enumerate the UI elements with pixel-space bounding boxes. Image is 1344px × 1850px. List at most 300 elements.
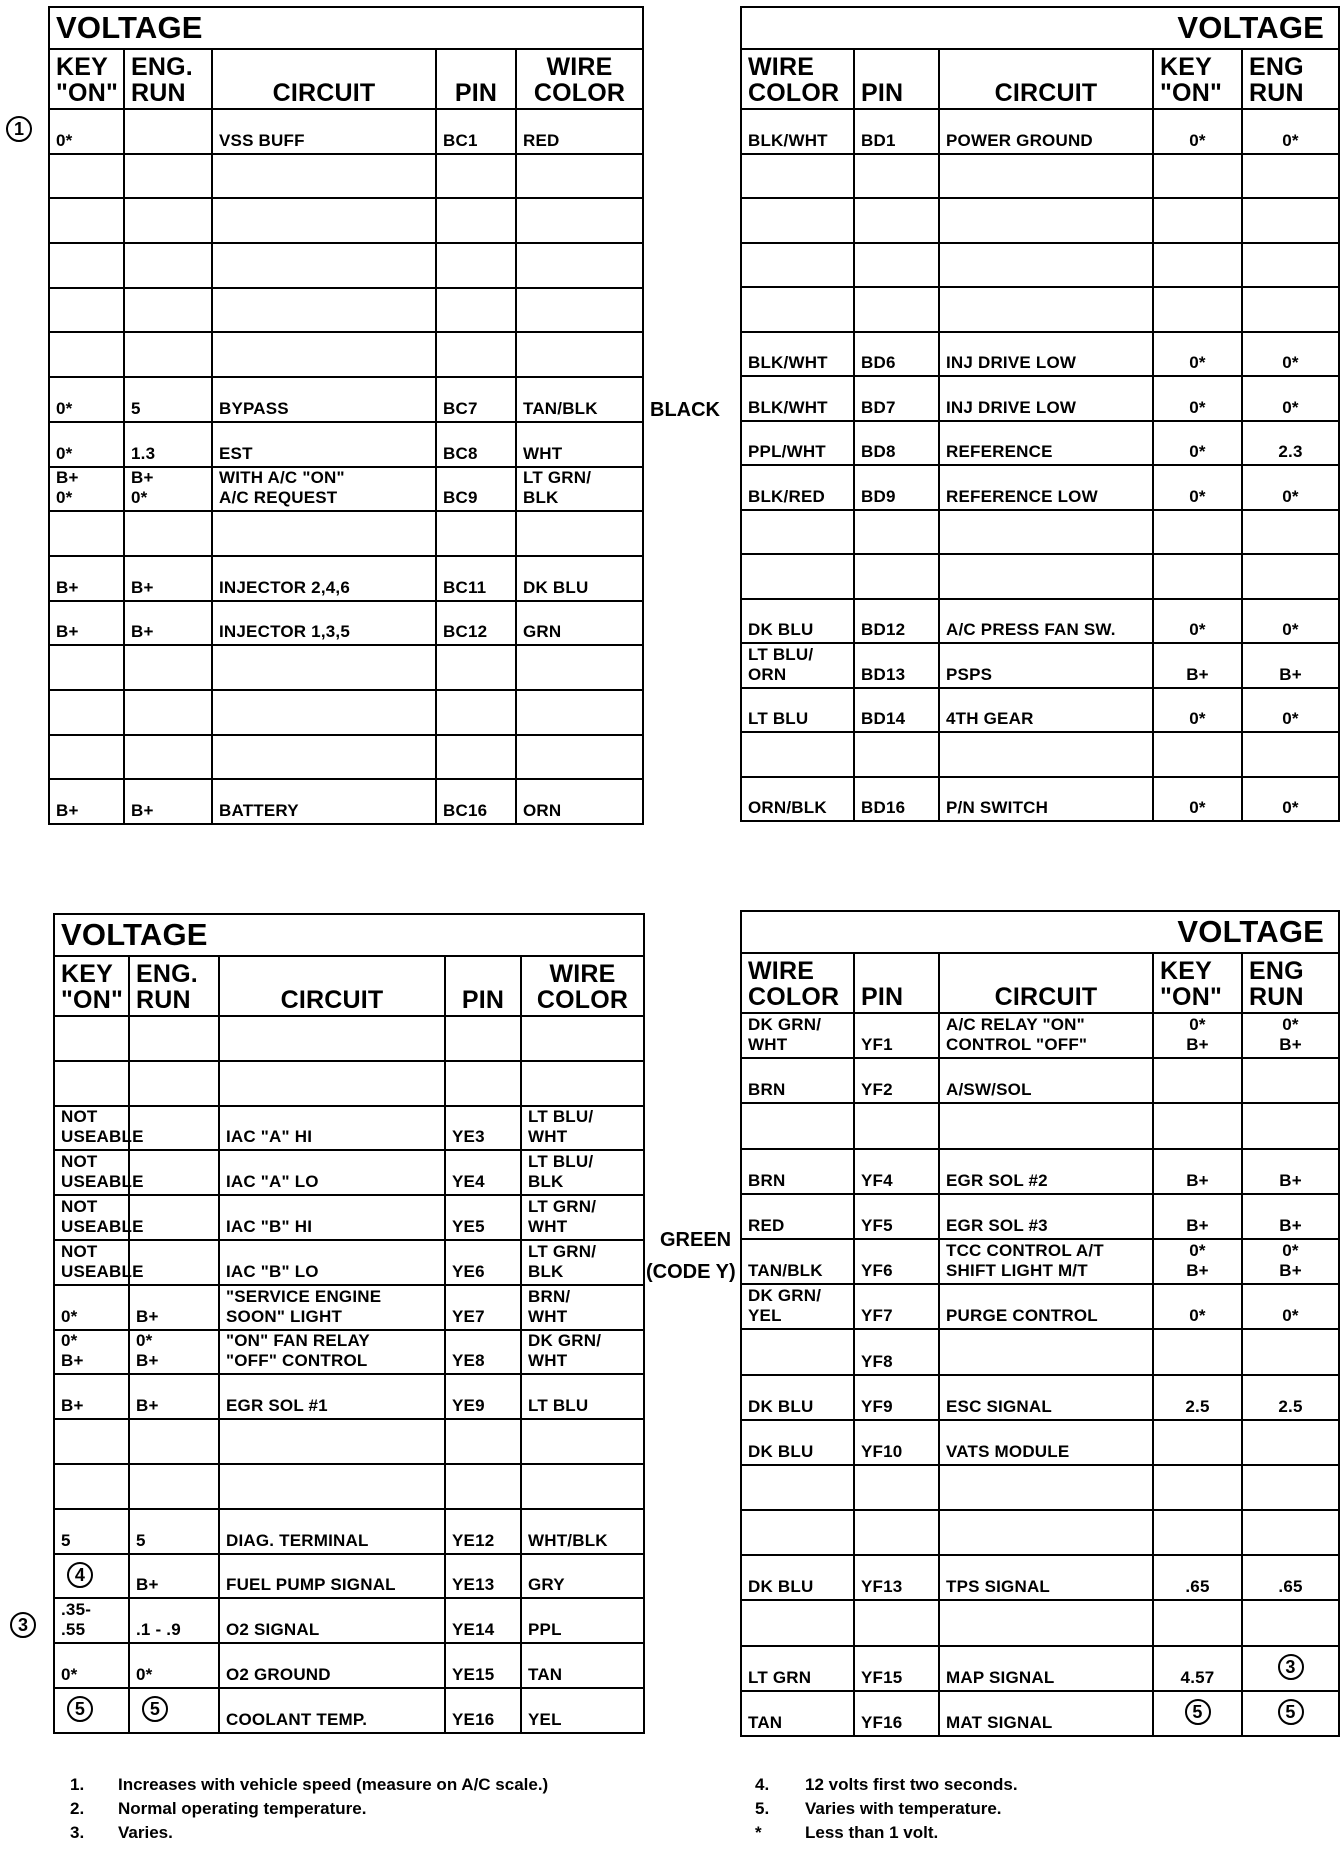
- table-cell: NOT USEABLE: [54, 1195, 129, 1240]
- table-cell: [49, 735, 124, 780]
- table-cell: [1153, 198, 1242, 243]
- header-circuit: CIRCUIT: [212, 49, 436, 109]
- table-cell: YF1: [854, 1013, 939, 1058]
- table-cell: BATTERY: [212, 779, 436, 824]
- table-cell: WHT: [516, 422, 643, 467]
- table-cell: [854, 1510, 939, 1555]
- table-cell: 5: [129, 1509, 219, 1554]
- table-cell: [49, 332, 124, 377]
- table-cell: [219, 1016, 445, 1061]
- table-cell: DK BLU: [741, 1375, 854, 1420]
- table-cell: [1242, 1510, 1339, 1555]
- table-cell: [1242, 1691, 1339, 1736]
- table-cell: 0*: [1153, 109, 1242, 154]
- table-cell: BC7: [436, 377, 516, 422]
- table-row: [741, 643, 1339, 688]
- pinout-table-black-bd: [740, 6, 1340, 822]
- table-cell: 0*: [1242, 332, 1339, 377]
- table-cell: [212, 690, 436, 735]
- table-cell: ORN: [516, 779, 643, 824]
- table-cell: 1.3: [124, 422, 212, 467]
- table-cell: GRY: [521, 1554, 644, 1599]
- table-cell: [1153, 1600, 1242, 1645]
- table-row: [741, 1329, 1339, 1374]
- table-cell: B+: [1153, 643, 1242, 688]
- table-cell: [1153, 554, 1242, 599]
- table-cell: [1242, 243, 1339, 288]
- table-cell: [49, 288, 124, 333]
- table-row: [49, 422, 643, 467]
- table-cell: VATS MODULE: [939, 1420, 1153, 1465]
- pinout-table-green-yf: [740, 910, 1340, 1737]
- table-cell: [212, 288, 436, 333]
- table-cell: PPL: [521, 1598, 644, 1643]
- table-cell: [854, 510, 939, 555]
- table-row: [741, 109, 1339, 154]
- table-cell: YE5: [445, 1195, 521, 1240]
- table-row: [741, 421, 1339, 466]
- table-cell: [854, 1600, 939, 1645]
- table-row: [741, 1600, 1339, 1645]
- circled-note-3-icon: 3: [1278, 1654, 1304, 1680]
- table-cell: YF8: [854, 1329, 939, 1374]
- table-title: VOLTAGE: [54, 914, 644, 956]
- table-cell: TAN: [741, 1691, 854, 1736]
- pinout-table-black-bc: [48, 6, 644, 825]
- table-cell: [1242, 154, 1339, 199]
- table-cell: YF5: [854, 1194, 939, 1239]
- table-row: [741, 332, 1339, 377]
- table-cell: LT BLU: [741, 688, 854, 733]
- table-cell: [521, 1464, 644, 1509]
- table-row: [741, 688, 1339, 733]
- table-cell: [54, 1419, 129, 1464]
- table-cell: [1153, 1510, 1242, 1555]
- table-title: VOLTAGE: [741, 911, 1339, 953]
- table-row: [741, 198, 1339, 243]
- table-cell: [939, 1103, 1153, 1148]
- table-cell: 5: [54, 1509, 129, 1554]
- table-cell: [212, 735, 436, 780]
- table-cell: B+: [124, 601, 212, 646]
- table-cell: O2 SIGNAL: [219, 1598, 445, 1643]
- table-cell: IAC "A" HI: [219, 1106, 445, 1151]
- table-title: VOLTAGE: [741, 7, 1339, 49]
- table-cell: 0*: [54, 1643, 129, 1688]
- table-cell: [49, 690, 124, 735]
- header-pin: PIN: [854, 49, 939, 109]
- table-cell: RED: [741, 1194, 854, 1239]
- table-cell: [212, 154, 436, 199]
- table-cell: 0*: [1153, 599, 1242, 644]
- header-eng-run: ENG. RUN: [129, 956, 219, 1016]
- table-cell: BD8: [854, 421, 939, 466]
- connector-label-green-code: (CODE Y): [646, 1261, 736, 1283]
- header-key-on: KEY "ON": [1153, 953, 1242, 1013]
- table-cell: [219, 1061, 445, 1106]
- table-cell: [741, 732, 854, 777]
- table-cell: BC9: [436, 467, 516, 512]
- table-row: [741, 287, 1339, 332]
- table-cell: [939, 1329, 1153, 1374]
- table-row: [741, 1555, 1339, 1600]
- table-cell: [1153, 1058, 1242, 1103]
- table-row: [54, 1330, 644, 1375]
- table-cell: [49, 645, 124, 690]
- table-cell: [516, 332, 643, 377]
- table-cell: INJECTOR 2,4,6: [212, 556, 436, 601]
- table-cell: BD16: [854, 777, 939, 822]
- connector-label-green: GREEN: [660, 1229, 732, 1251]
- table-cell: DK BLU: [741, 1555, 854, 1600]
- table-cell: 4TH GEAR: [939, 688, 1153, 733]
- table-cell: [124, 154, 212, 199]
- table-cell: [1242, 1600, 1339, 1645]
- table-cell: [741, 1600, 854, 1645]
- table-cell: [445, 1419, 521, 1464]
- table-row: [54, 1598, 644, 1643]
- table-cell: 0*: [49, 109, 124, 154]
- table-cell: NOT USEABLE: [54, 1150, 129, 1195]
- table-cell: [939, 732, 1153, 777]
- table-cell: [124, 243, 212, 288]
- table-cell: [521, 1061, 644, 1106]
- table-cell: [741, 1510, 854, 1555]
- table-cell: B+: [54, 1374, 129, 1419]
- table-cell: [49, 243, 124, 288]
- table-cell: [741, 1103, 854, 1148]
- table-cell: [1153, 1465, 1242, 1510]
- table-cell: [854, 1103, 939, 1148]
- table-cell: [939, 287, 1153, 332]
- table-cell: A/SW/SOL: [939, 1058, 1153, 1103]
- table-cell: 0* B+: [1153, 1013, 1242, 1058]
- table-cell: [219, 1464, 445, 1509]
- table-cell: 0*: [1242, 109, 1339, 154]
- table-row: [54, 1374, 644, 1419]
- table-cell: [516, 243, 643, 288]
- table-cell: [436, 690, 516, 735]
- table-row: [54, 1419, 644, 1464]
- table-row: [54, 1106, 644, 1151]
- table-row: [741, 732, 1339, 777]
- table-cell: EST: [212, 422, 436, 467]
- table-row: [741, 376, 1339, 421]
- table-cell: IAC "B" LO: [219, 1240, 445, 1285]
- table-cell: YE15: [445, 1643, 521, 1688]
- table-cell: .1 - .9: [129, 1598, 219, 1643]
- table-cell: [1153, 1329, 1242, 1374]
- table-cell: NOT USEABLE: [54, 1106, 129, 1151]
- table-cell: [436, 243, 516, 288]
- table-cell: YF13: [854, 1555, 939, 1600]
- table-cell: [939, 554, 1153, 599]
- table-row: [54, 1016, 644, 1061]
- table-cell: FUEL PUMP SIGNAL: [219, 1554, 445, 1599]
- table-cell: [54, 1061, 129, 1106]
- table-cell: [1153, 510, 1242, 555]
- table-cell: 0*: [1242, 688, 1339, 733]
- table-cell: BD1: [854, 109, 939, 154]
- table-cell: DK GRN/ WHT: [741, 1013, 854, 1058]
- footnote: 4. 12 volts first two seconds.: [755, 1775, 1018, 1794]
- table-cell: YE12: [445, 1509, 521, 1554]
- table-cell: [1153, 287, 1242, 332]
- table-row: [49, 690, 643, 735]
- table-row: [54, 1464, 644, 1509]
- table-cell: B+: [1153, 1149, 1242, 1194]
- table-cell: 0* B+: [129, 1330, 219, 1375]
- table-cell: LT BLU/ BLK: [521, 1150, 644, 1195]
- table-cell: 0*: [1242, 1284, 1339, 1329]
- table-row: [54, 1061, 644, 1106]
- table-cell: BC11: [436, 556, 516, 601]
- table-row: [741, 1465, 1339, 1510]
- table-cell: LT GRN: [741, 1646, 854, 1691]
- table-cell: B+: [124, 556, 212, 601]
- table-cell: IAC "B" HI: [219, 1195, 445, 1240]
- table-cell: INJECTOR 1,3,5: [212, 601, 436, 646]
- table-cell: 0*: [1153, 332, 1242, 377]
- table-cell: B+: [49, 779, 124, 824]
- table-cell: [741, 510, 854, 555]
- table-cell: YEL: [521, 1688, 644, 1733]
- table-cell: BD12: [854, 599, 939, 644]
- header-pin: PIN: [436, 49, 516, 109]
- table-cell: [212, 243, 436, 288]
- table-cell: [129, 1016, 219, 1061]
- table-cell: "ON" FAN RELAY "OFF" CONTROL: [219, 1330, 445, 1375]
- table-cell: [1242, 554, 1339, 599]
- table-cell: INJ DRIVE LOW: [939, 376, 1153, 421]
- table-cell: 0*: [1153, 1284, 1242, 1329]
- table-cell: BD13: [854, 643, 939, 688]
- header-circuit: CIRCUIT: [219, 956, 445, 1016]
- header-wire-color: WIRE COLOR: [741, 953, 854, 1013]
- circled-note-4-icon: 4: [67, 1562, 93, 1588]
- table-row: [741, 243, 1339, 288]
- table-cell: BC16: [436, 779, 516, 824]
- table-cell: .65: [1153, 1555, 1242, 1600]
- table-cell: LT BLU/ WHT: [521, 1106, 644, 1151]
- table-cell: [124, 288, 212, 333]
- table-cell: [939, 243, 1153, 288]
- footnotes-left: [70, 1773, 710, 1845]
- table-row: [54, 1554, 644, 1599]
- table-cell: P/N SWITCH: [939, 777, 1153, 822]
- table-cell: [1242, 1058, 1339, 1103]
- table-cell: [124, 690, 212, 735]
- table-cell: [436, 511, 516, 556]
- table-cell: YF6: [854, 1239, 939, 1284]
- table-cell: B+: [129, 1374, 219, 1419]
- table-cell: [1242, 198, 1339, 243]
- table-cell: BD14: [854, 688, 939, 733]
- table-row: [54, 1643, 644, 1688]
- table-cell: B+: [49, 556, 124, 601]
- table-cell: BRN: [741, 1058, 854, 1103]
- table-cell: "SERVICE ENGINE SOON" LIGHT: [219, 1285, 445, 1330]
- table-cell: WITH A/C "ON" A/C REQUEST: [212, 467, 436, 512]
- table-cell: 0* B+: [1242, 1239, 1339, 1284]
- table-cell: [854, 1465, 939, 1510]
- table-cell: [436, 288, 516, 333]
- table-cell: BLK/WHT: [741, 332, 854, 377]
- table-cell: [516, 690, 643, 735]
- table-row: [741, 1510, 1339, 1555]
- table-cell: YF2: [854, 1058, 939, 1103]
- table-cell: 2.5: [1153, 1375, 1242, 1420]
- table-cell: TAN/BLK: [741, 1239, 854, 1284]
- table-cell: 0*: [1153, 465, 1242, 510]
- table-cell: O2 GROUND: [219, 1643, 445, 1688]
- circled-note-5-icon: 5: [142, 1696, 168, 1722]
- table-cell: [124, 511, 212, 556]
- table-cell: 0*: [129, 1643, 219, 1688]
- table-title: VOLTAGE: [49, 7, 643, 49]
- table-row: [741, 1058, 1339, 1103]
- table-cell: [939, 154, 1153, 199]
- table-cell: [939, 510, 1153, 555]
- table-cell: 2.3: [1242, 421, 1339, 466]
- table-cell: DIAG. TERMINAL: [219, 1509, 445, 1554]
- footnote: * Less than 1 volt.: [755, 1823, 939, 1842]
- table-cell: NOT USEABLE: [54, 1240, 129, 1285]
- table-row: [54, 1688, 644, 1733]
- table-cell: LT BLU: [521, 1374, 644, 1419]
- table-cell: GRN: [516, 601, 643, 646]
- table-cell: [445, 1016, 521, 1061]
- table-cell: DK GRN/ YEL: [741, 1284, 854, 1329]
- table-cell: [124, 645, 212, 690]
- table-cell: [1242, 732, 1339, 777]
- table-row: [49, 511, 643, 556]
- table-cell: [741, 1329, 854, 1374]
- table-cell: 0* B+: [1242, 1013, 1339, 1058]
- table-cell: [1242, 1420, 1339, 1465]
- table-cell: [124, 198, 212, 243]
- table-row: [741, 1149, 1339, 1194]
- footnote: 3. Varies.: [70, 1823, 173, 1842]
- table-cell: BD7: [854, 376, 939, 421]
- table-cell: B+: [1242, 643, 1339, 688]
- table-cell: 0*: [1153, 688, 1242, 733]
- table-cell: TAN: [521, 1643, 644, 1688]
- table-cell: [49, 154, 124, 199]
- table-cell: 5: [124, 377, 212, 422]
- table-row: [741, 510, 1339, 555]
- table-cell: 0* B+: [54, 1330, 129, 1375]
- table-cell: TAN/BLK: [516, 377, 643, 422]
- table-cell: A/C RELAY "ON" CONTROL "OFF": [939, 1013, 1153, 1058]
- table-cell: 0*: [1242, 777, 1339, 822]
- table-cell: [939, 1600, 1153, 1645]
- table-cell: [939, 1465, 1153, 1510]
- table-row: [49, 601, 643, 646]
- table-cell: BC1: [436, 109, 516, 154]
- table-cell: EGR SOL #3: [939, 1194, 1153, 1239]
- table-cell: BC12: [436, 601, 516, 646]
- table-cell: [129, 1061, 219, 1106]
- table-cell: POWER GROUND: [939, 109, 1153, 154]
- table-cell: YF7: [854, 1284, 939, 1329]
- footnote: 1. Increases with vehicle speed (measure on A/C scale.): [70, 1775, 549, 1794]
- table-cell: BRN: [741, 1149, 854, 1194]
- circled-note-5-icon: 5: [1278, 1699, 1304, 1725]
- table-row: [49, 243, 643, 288]
- table-row: [49, 377, 643, 422]
- table-cell: [129, 1688, 219, 1733]
- footnote: 5. Varies with temperature.: [755, 1799, 1002, 1818]
- table-cell: .65: [1242, 1555, 1339, 1600]
- table-cell: B+: [129, 1285, 219, 1330]
- table-cell: LT BLU/ ORN: [741, 643, 854, 688]
- table-row: [54, 1285, 644, 1330]
- callout-3-icon: 3: [10, 1612, 36, 1638]
- table-cell: LT GRN/ WHT: [521, 1195, 644, 1240]
- circled-note-5-icon: 5: [1185, 1699, 1211, 1725]
- table-cell: BD9: [854, 465, 939, 510]
- table-cell: 2.5: [1242, 1375, 1339, 1420]
- table-row: [49, 198, 643, 243]
- table-cell: PSPS: [939, 643, 1153, 688]
- table-row: [741, 1013, 1339, 1058]
- table-cell: [741, 198, 854, 243]
- table-cell: [1242, 1465, 1339, 1510]
- table-cell: [1153, 732, 1242, 777]
- table-cell: 0*: [54, 1285, 129, 1330]
- header-eng-run: ENG RUN: [1242, 953, 1339, 1013]
- table-cell: YE6: [445, 1240, 521, 1285]
- table-cell: EGR SOL #2: [939, 1149, 1153, 1194]
- table-cell: COOLANT TEMP.: [219, 1688, 445, 1733]
- table-cell: BD6: [854, 332, 939, 377]
- table-cell: [516, 511, 643, 556]
- table-row: [741, 465, 1339, 510]
- table-cell: 0*: [1242, 465, 1339, 510]
- table-cell: [741, 154, 854, 199]
- table-cell: IAC "A" LO: [219, 1150, 445, 1195]
- table-cell: EGR SOL #1: [219, 1374, 445, 1419]
- table-row: [741, 1103, 1339, 1148]
- table-cell: B+: [1242, 1194, 1339, 1239]
- table-cell: [854, 554, 939, 599]
- table-cell: [516, 198, 643, 243]
- table-cell: [436, 154, 516, 199]
- footnotes-right: [755, 1773, 1315, 1845]
- table-cell: YE16: [445, 1688, 521, 1733]
- table-row: [741, 1375, 1339, 1420]
- table-row: [741, 1646, 1339, 1691]
- header-wire-color: WIRE COLOR: [516, 49, 643, 109]
- table-cell: B+ 0*: [49, 467, 124, 512]
- header-circuit: CIRCUIT: [939, 49, 1153, 109]
- table-cell: [1242, 1103, 1339, 1148]
- table-cell: [124, 109, 212, 154]
- table-cell: [129, 1464, 219, 1509]
- table-cell: 0*: [49, 422, 124, 467]
- table-cell: REFERENCE: [939, 421, 1153, 466]
- table-cell: BYPASS: [212, 377, 436, 422]
- table-cell: [124, 332, 212, 377]
- table-cell: [741, 243, 854, 288]
- table-row: [49, 332, 643, 377]
- table-row: [54, 1240, 644, 1285]
- table-cell: TPS SIGNAL: [939, 1555, 1153, 1600]
- table-cell: BLK/WHT: [741, 376, 854, 421]
- table-row: [741, 154, 1339, 199]
- table-cell: 0* B+: [1153, 1239, 1242, 1284]
